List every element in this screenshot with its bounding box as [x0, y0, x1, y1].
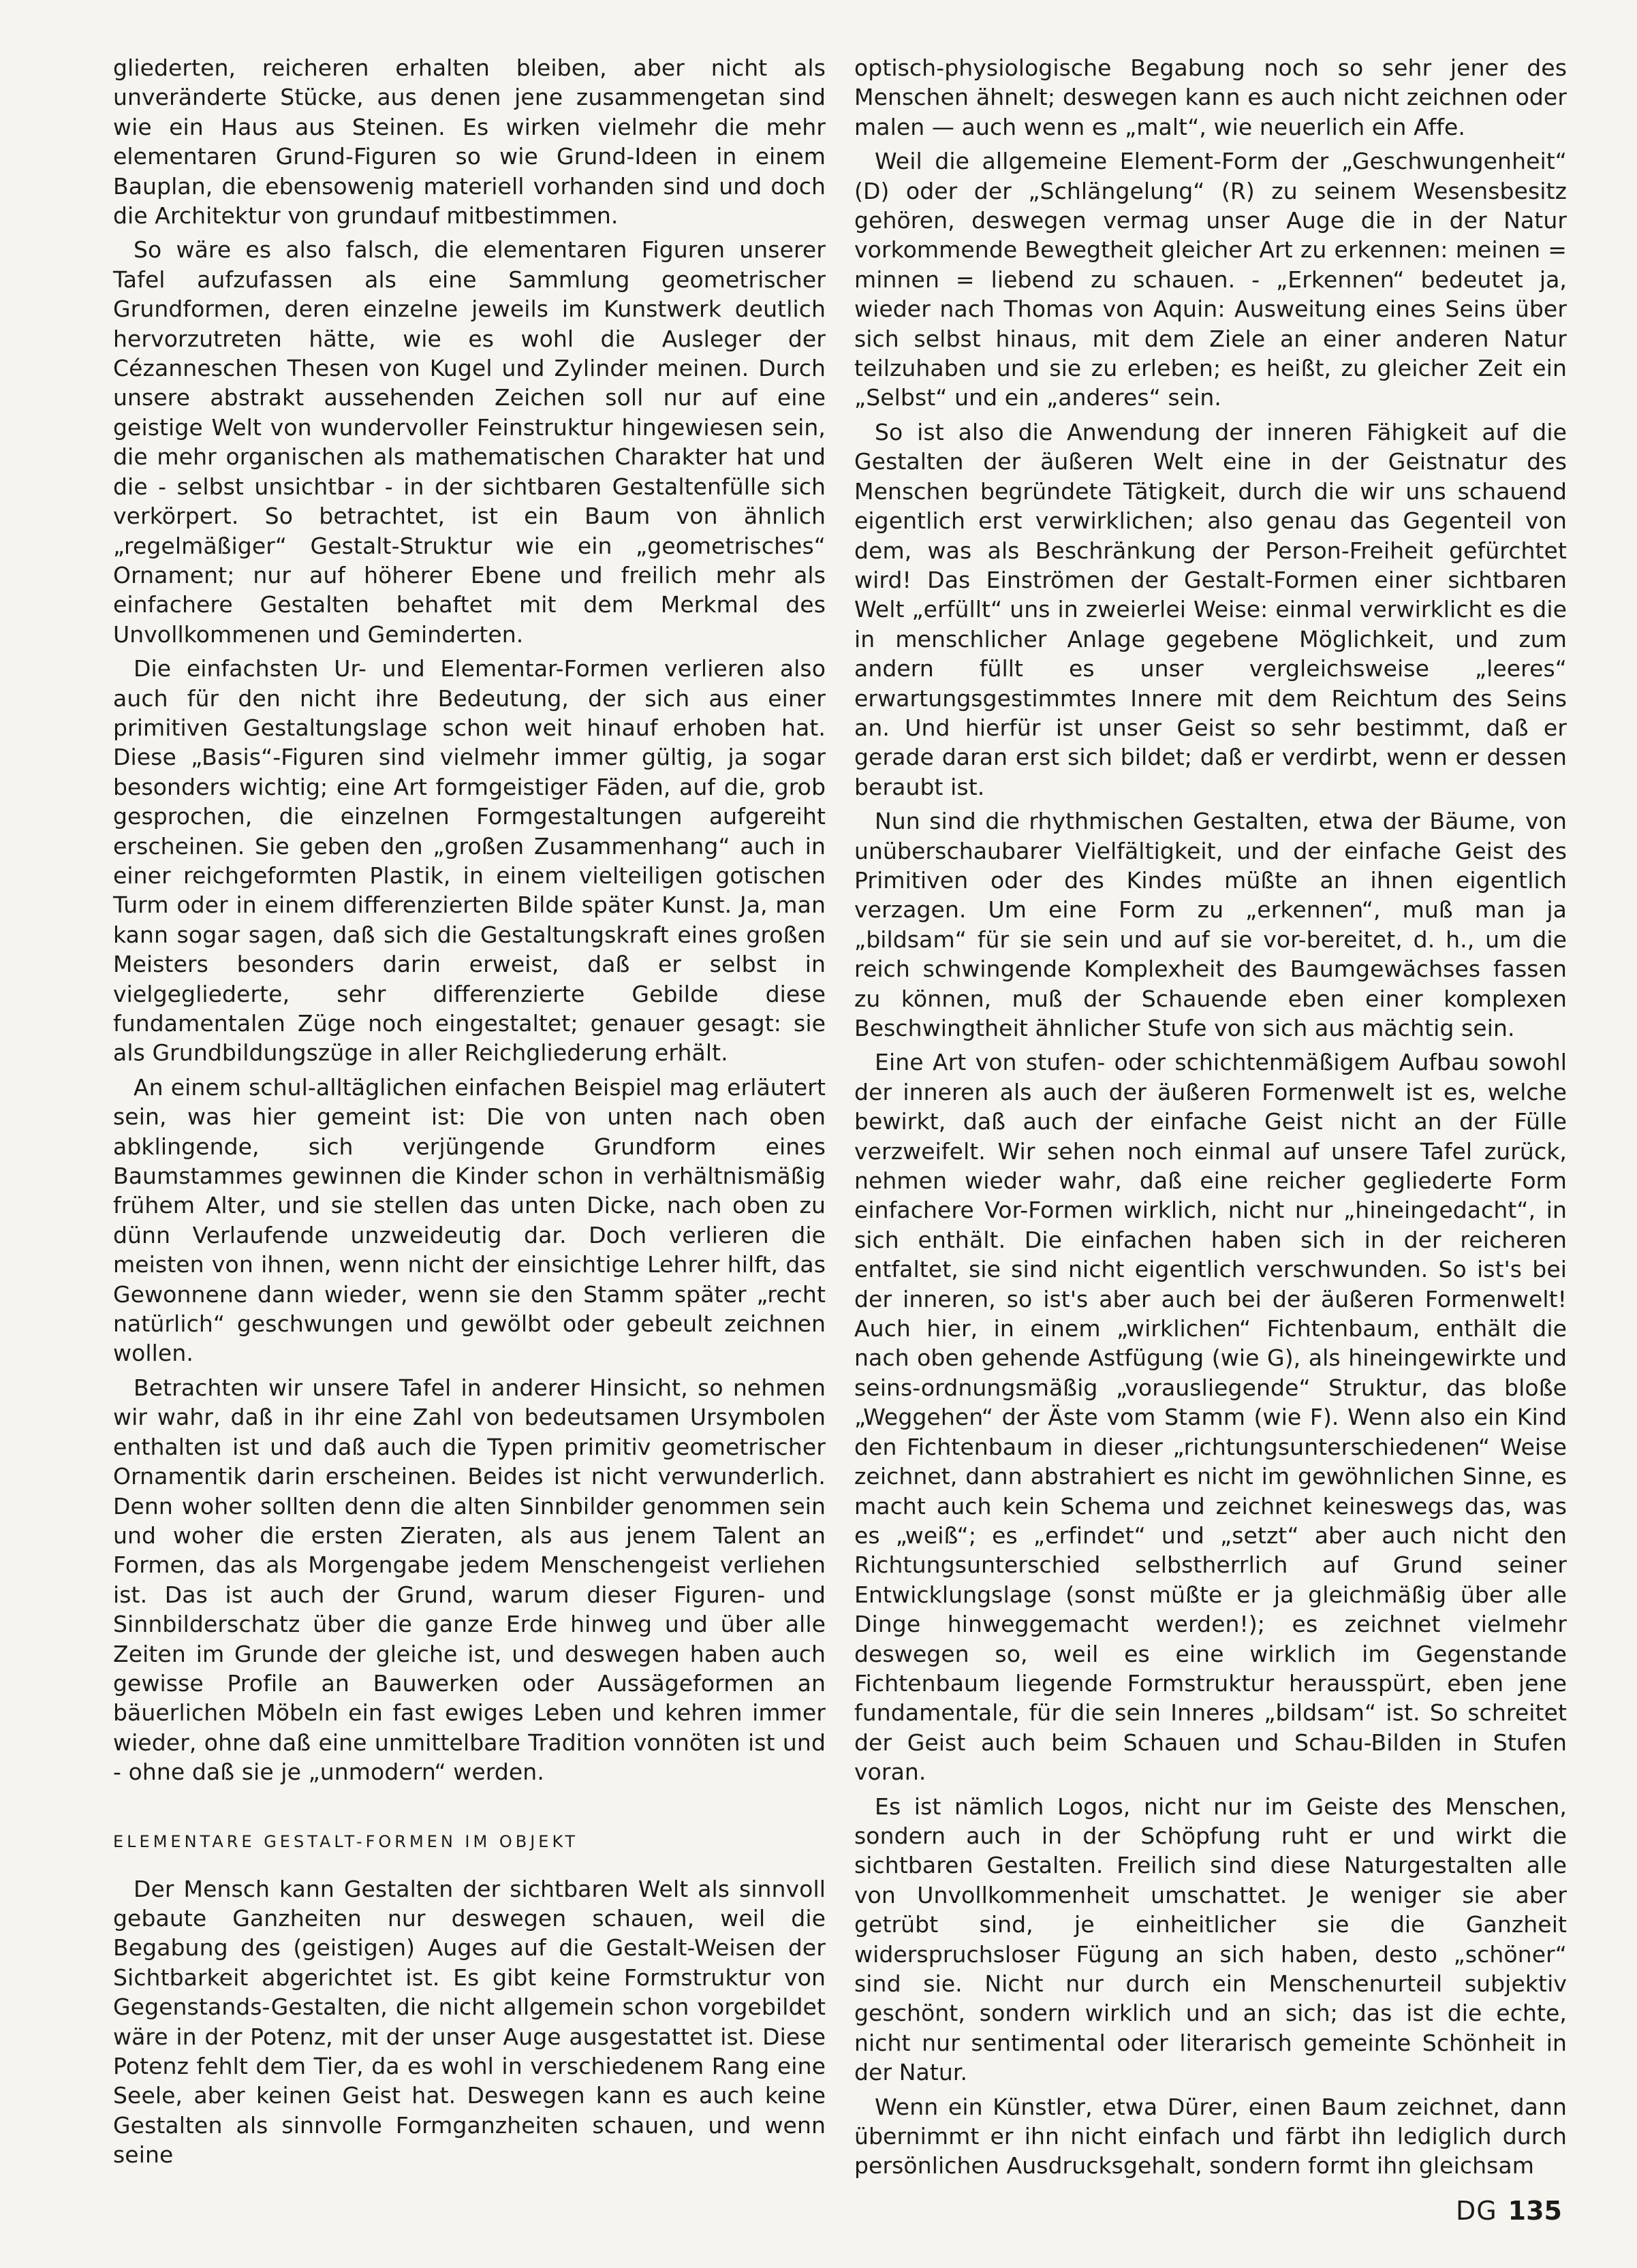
section-heading: ELEMENTARE GESTALT-FORMEN IM OBJEKT: [113, 1831, 578, 1851]
paragraph: An einem schul-alltäglichen einfachen Beispiel mag erläutert sein, was hier gemeint ist: Die von unten nach oben abklingende, sich verjüngende Grundform eines Baumstammes gewinnen die Kinder schon in verhältnismäßig frühem Alter, und sie stellen das unten Dicke, nach oben zu dünn Verlaufende unzweideutig dar. Doch verlieren die meisten von ihnen, wenn nicht der einsichtige Lehrer hilft, das Gewonnene dann wieder, wenn sie den Stamm später „recht natürlich“ geschwungen und gewölbt oder gebeult zeichnen wollen.: [113, 1073, 826, 1367]
left-column: [113, 53, 826, 2170]
paragraph: Weil die allgemeine Element-Form der „Geschwungenheit“ (D) oder der „Schlängelung“ (R) zu seinem Wesensbesitz gehören, deswegen vermag unser Auge die in der Natur vorkommende Bewegtheit gleicher Art zu erkennen: meinen = minnen = liebend zu schauen. - „Erkennen“ bedeutet ja, wieder nach Thomas von Aquin: Ausweitung eines Seins über sich selbst hinaus, mit dem Ziele an einer anderen Natur teilzuhaben und sie zu erleben; es heißt, zu gleicher Zeit ein „Selbst“ und ein „anderes“ sein.: [854, 148, 1567, 411]
paragraph: Es ist nämlich Logos, nicht nur im Geiste des Menschen, sondern auch in der Schöpfung ruht er und wirkt die sichtbaren Gestalten. Freilich sind diese Naturgestalten alle von Unvollkommenheit umschattet. Je weniger sie aber getrübt sind, je einheitlicher sie die Ganzheit widerspruchsloser Fügung an sich haben, desto „schöner“ sind sie. Nicht nur durch ein Menschenurteil subjektiv geschönt, sondern wirklich und an sich; das ist die echte, nicht nur sentimental oder literarisch gemeinte Schönheit in der Natur.: [854, 1793, 1567, 2086]
paragraph: Betrachten wir unsere Tafel in anderer Hinsicht, so nehmen wir wahr, daß in ihr eine Zahl von bedeutsamen Ursymbolen enthalten ist und daß auch die Typen primitiv geometrischer Ornamentik darin erscheinen. Beides ist nicht verwunderlich. Denn woher sollten denn die alten Sinnbilder genommen sein und woher die ersten Zieraten, als aus jenem Talent an Formen, das als Morgengabe jedem Menschengeist verliehen ist. Das ist auch der Grund, warum dieser Figuren- und Sinnbilderschatz über die ganze Erde hinweg und über alle Zeiten im Grunde der gleiche ist, und deswegen haben auch gewisse Profile an Bauwerken oder Aussägeformen an bäuerlichen Möbeln ein fast ewiges Leben und kehren immer wieder, ohne daß eine unmittelbare Tradition vonnöten ist und - ohne daß sie je „unmodern“ werden.: [113, 1374, 826, 1786]
paragraph: Nun sind die rhythmischen Gestalten, etwa der Bäume, von unüberschaubarer Vielfältigkeit, und der einfache Geist des Primitiven oder des Kindes müßte an ihnen eigentlich verzagen. Um eine Form zu „erkennen“, muß man ja „bildsam“ für sie sein und auf sie vor-bereitet, d. h., um die reich schwingende Komplexheit des Baumgewächses fassen zu können, muß der Schauende eben einer komplexen Beschwingtheit ähnlicher Stufe von sich aus mächtig sein.: [854, 808, 1567, 1041]
paragraph: So wäre es also falsch, die elementaren Figuren unserer Tafel aufzufassen als eine Sammlung geometrischer Grundformen, deren einzelne jeweils im Kunstwerk deutlich hervorzutreten hätte, wie es wohl die Ausleger der Cézanneschen Thesen von Kugel und Zylinder meinen. Durch unsere abstrakt aussehenden Zeichen soll nur auf eine geistige Welt von wundervoller Feinstruktur hingewiesen sein, die mehr organischen als mathematischen Charakter hat und die - selbst unsichtbar - in der sichtbaren Gestaltenfülle sich verkörpert. So betrachtet, ist ein Baum von ähnlich „regelmäßiger“ Gestalt-Struktur wie ein „geometrisches“ Ornament; nur auf höherer Ebene und freilich mehr als einfachere Gestalten behaftet mit dem Merkmal des Unvollkommenen und Geminderten.: [113, 236, 826, 648]
paragraph: Die einfachsten Ur- und Elementar-Formen verlieren also auch für den nicht ihre Bedeutung, der sich aus einer primitiven Gestaltungslage schon weit hinauf erhoben hat. Diese „Basis“-Figuren sind vielmehr immer gültig, ja sogar besonders wichtig; eine Art formgeistiger Fäden, auf die, grob gesprochen, die einzelnen Formgestaltungen aufgereiht erscheinen. Sie geben den „großen Zusammenhang“ auch in einer reichgeformten Plastik, in einem vielteiligen gotischen Turm oder in einem differenzierten Bilde später Kunst. Ja, man kann sogar sagen, daß sich die Gestaltungskraft eines großen Meisters besonders darin erweist, daß er selbst in vielgegliederte, sehr differenzierte Gebilde diese fundamentalen Züge noch eingestaltet; genauer gesagt: sie als Grundbildungszüge in aller Reichgliederung erhält.: [113, 655, 826, 1067]
right-column: [854, 53, 1567, 2181]
paragraph: Wenn ein Künstler, etwa Dürer, einen Baum zeichnet, dann übernimmt er ihn nicht einfach und färbt ihn lediglich durch persönlichen Ausdrucksgehalt, sondern formt ihn gleichsam: [854, 2093, 1567, 2179]
magazine-abbreviation: DG: [1455, 2196, 1497, 2226]
paragraph: Eine Art von stufen- oder schichtenmäßigem Aufbau sowohl der inneren als auch der äußeren Formenwelt ist es, welche bewirkt, daß auch der einfache Geist nicht an der Fülle verzweifelt. Wir sehen noch einmal auf unsere Tafel zurück, nehmen wieder wahr, daß eine reicher gegliederte Form einfachere Vor-Formen wirklich, nicht nur „hineingedacht“, in sich enthält. Die einfachen haben sich in der reicheren entfaltet, sie sind nicht eigentlich verschwunden. So ist's bei der inneren, so ist's aber auch bei der äußeren Formenwelt! Auch hier, in einem „wirklichen“ Fichtenbaum, enthält die nach oben gehende Astfügung (wie G), als hineingewirkte und seins-ordnungsmäßig „vorausliegende“ Struktur, das bloße „Weggehen“ der Äste vom Stamm (wie F). Wenn also ein Kind den Fichtenbaum in dieser „richtungsunterschiedenen“ Weise zeichnet, dann abstrahiert es nicht im gewöhnlichen Sinne, es macht auch kein Schema und zeichnet keineswegs das, was es „weiß“; es „erfindet“ und „setzt“ aber auch nicht den Richtungsunterschied selbstherrlich auf Grund seiner Entwicklungslage (sonst müßte er ja gleichmäßig über alle Dinge hinweggemacht werden!); es zeichnet vielmehr deswegen so, weil es eine wirklich im Gegenstande Fichtenbaum liegende Formstruktur herausspürt, eben jene fundamentale, für die sein Inneres „bildsam“ ist. So schreitet der Geist auch beim Schauen und Schau-Bilden in Stufen voran.: [854, 1049, 1567, 1786]
page-number: 135: [1508, 2196, 1562, 2226]
paragraph: So ist also die Anwendung der inneren Fähigkeit auf die Gestalten der äußeren Welt eine in der Geistnatur des Menschen begründete Tätigkeit, durch die wir uns schauend eigentlich erst verwirklichen; also genau das Gegenteil von dem, was als Beschränkung der Person-Freiheit gefürchtet wird! Das Einströmen der Gestalt-Formen einer sichtbaren Welt „erfüllt“ uns in zweierlei Weise: einmal verwirklicht es die in menschlicher Anlage gegebene Möglichkeit, und zum andern füllt es unser vergleichsweise „leeres“ erwartungsgestimmtes Innere mit dem Reichtum des Seins an. Und hierfür ist unser Geist so sehr bestimmt, daß er gerade daran erst sich bildet; daß er verdirbt, wenn er dessen beraubt ist.: [854, 418, 1567, 800]
paragraph: optisch-physiologische Begabung noch so sehr jener des Menschen ähnelt; deswegen kann es auch nicht zeichnen oder malen — auch wenn es „malt“, wie neuerlich ein Affe.: [854, 54, 1567, 140]
page-folio: [1456, 2196, 1562, 2226]
paragraph: Der Mensch kann Gestalten der sichtbaren Welt als sinnvoll gebaute Ganzheiten nur deswegen schauen, weil die Begabung des (geistigen) Auges auf die Gestalt-Weisen der Sichtbarkeit abgerichtet ist. Es gibt keine Formstruktur von Gegenstands-Gestalten, die nicht allgemein schon vorgebildet wäre in der Potenz, mit der unser Auge ausgestattet ist. Diese Potenz fehlt dem Tier, da es wohl in verschiedenem Rang eine Seele, aber keinen Geist hat. Deswegen kann es auch keine Gestalten als sinnvolle Formganzheiten schauen, und wenn seine: [113, 1875, 826, 2169]
paragraph: gliederten, reicheren erhalten bleiben, aber nicht als unveränderte Stücke, aus denen jene zusammengetan sind wie ein Haus aus Steinen. Es wirken vielmehr die mehr elementaren Grund-Figuren so wie Grund-Ideen in einem Bauplan, die ebensowenig materiell vorhanden sind und doch die Architektur von grundauf mitbestimmen.: [113, 54, 826, 230]
